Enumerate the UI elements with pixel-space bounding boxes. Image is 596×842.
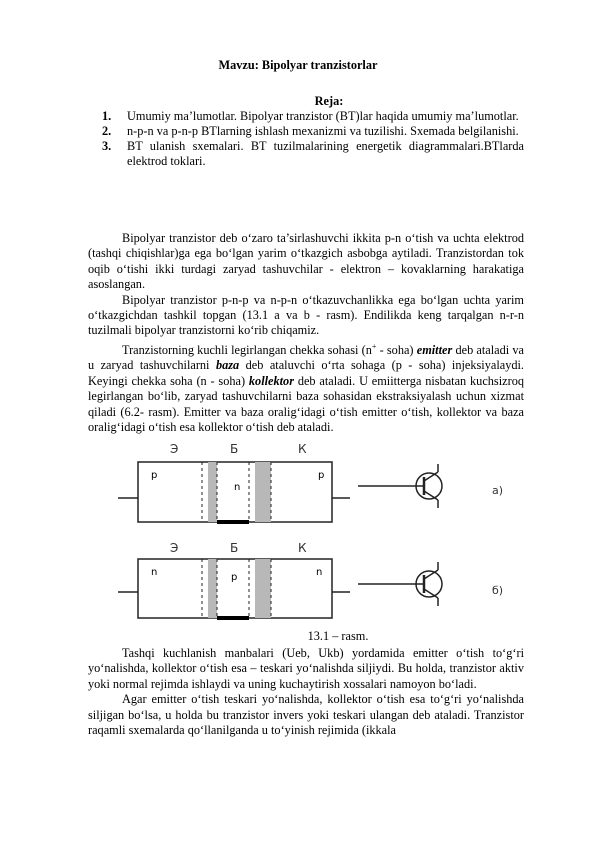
figure-caption: 13.1 – rasm. <box>307 629 369 643</box>
label-collector: К <box>298 442 307 456</box>
region-left: p <box>151 470 158 481</box>
page-title: Mavzu: Bipolyar tranzistorlar <box>218 58 378 72</box>
term-emitter: emitter <box>416 342 453 357</box>
transistor-figure <box>118 436 518 626</box>
plan-item-text: BT ulanish sxemalari. BT tuzilmalarining energetik diagrammalari.BTlarda elektrod toklari. <box>127 139 524 168</box>
region-right: p <box>318 470 325 481</box>
transistor-diagram <box>118 436 518 626</box>
body-text-upper <box>88 231 524 435</box>
structure-b <box>118 541 350 618</box>
junction-collector <box>255 559 271 618</box>
transistor-symbol-a <box>358 464 503 508</box>
label-base: Б <box>230 442 239 456</box>
plan-item-number: 2. <box>102 124 112 138</box>
plan-item-number: 3. <box>102 139 112 153</box>
term-baza: baza <box>215 358 240 373</box>
junction-emitter <box>208 559 217 618</box>
paragraph-text: deb ataladi. U emiitterga nisbatan kuchsizroq legirlangan bo‘lib, zaryad tashuvchilarni baza sohasidan ekstraksiyalash uchun xizmat qiladi (6.2- rasm). Emitter va baza oralig‘idagi o‘tish emitter o‘tish, kollektor va baza oralig‘idagi o‘tish esa kollektor o‘tish deb ataladi. <box>88 373 524 434</box>
term-kollektor: kollektor <box>248 373 294 388</box>
structure-a <box>118 442 350 522</box>
label-emitter: Э <box>170 541 179 555</box>
crystal-box <box>138 559 332 618</box>
plan-heading: Reja: <box>314 94 344 108</box>
plan-list <box>102 109 524 169</box>
paragraph: Agar emitter o‘tish teskari yo‘nalishda, kollektor o‘tish esa to‘g‘ri yo‘nalishda siljigan bo‘lsa, u holda bu tranzistor invers yoki teskari ulangan deb ataladi. Tranzistor raqamli sxemalarda qo‘llanilganda u to‘yinish rejimida (ikkala <box>88 692 524 738</box>
plan-item <box>102 124 524 139</box>
region-right: n <box>316 567 323 578</box>
junction-emitter <box>208 462 217 522</box>
label-collector: К <box>298 541 307 555</box>
paragraph-text: deb ataluvchi o‘rta sohaga (p - soha) injeksiyalaydi. Keyingi chekka soha (n - soha) <box>88 358 524 388</box>
figure-tag-b: б) <box>492 584 504 597</box>
region-left: n <box>151 567 158 578</box>
paragraph: Bipolyar tranzistor deb o‘zaro ta’sirlashuvchi ikkita p-n o‘tish va uchta elektrod (tashqi chiqishlar)ga ega bo‘lgan yarim o‘tkazgich asbobga aytiladi. Tranzistordan tok oqib o‘tishi ikki turdagi zaryad tashuvchilar - elektron – kovaklarning harakatiga asoslangan. <box>88 231 524 292</box>
region-mid: p <box>231 572 238 583</box>
paragraph: Tashqi kuchlanish manbalari (Ueb, Ukb) yordamida emitter o‘tish to‘g‘ri yo‘nalishda, kollektor o‘tish esa – teskari yo‘nalishda siljiydi. Bu holda, tranzistor aktiv yoki normal rejimda ishlaydi va uning kuchaytirish xossalari namoyon bo‘ladi. <box>88 646 524 691</box>
plan-item <box>102 109 524 124</box>
transistor-symbol-b <box>358 562 503 606</box>
plan-item <box>102 139 524 169</box>
figure-tag-a: а) <box>492 484 504 497</box>
paragraph <box>88 339 524 436</box>
plan-item-text: Umumiy ma’lumotlar. Bipolyar tranzistor (BT)lar haqida umumiy ma’lumotlar. <box>127 109 519 123</box>
plan-item-number: 1. <box>102 109 112 123</box>
body-text-lower <box>88 646 524 738</box>
superscript: + <box>371 341 377 351</box>
junction-collector <box>255 462 271 522</box>
paragraph-text: Tranzistorning kuchli legirlangan chekka sohasi (n <box>122 342 372 357</box>
paragraph-text: - soha) <box>376 342 417 357</box>
plan-item-text: n-p-n va p-n-p BTlarning ishlash mexanizmi va tuzilishi. Sxemada belgilanishi. <box>127 124 519 138</box>
label-base: Б <box>230 541 239 555</box>
paragraph-text: deb ataladi va u zaryad tashuvchilarni <box>88 342 525 373</box>
paragraph: Bipolyar tranzistor p-n-p va n-p-n o‘tkazuvchanlikka ega bo‘lgan uchta yarim o‘tkazgichdan tashkil topgan (13.1 a va b - rasm). Endilikda keng tarqalgan n-r-n tuzilmali bipolyar tranzistorni ko‘rib chiqamiz. <box>88 292 524 338</box>
region-mid: n <box>234 482 241 493</box>
label-emitter: Э <box>170 442 179 456</box>
